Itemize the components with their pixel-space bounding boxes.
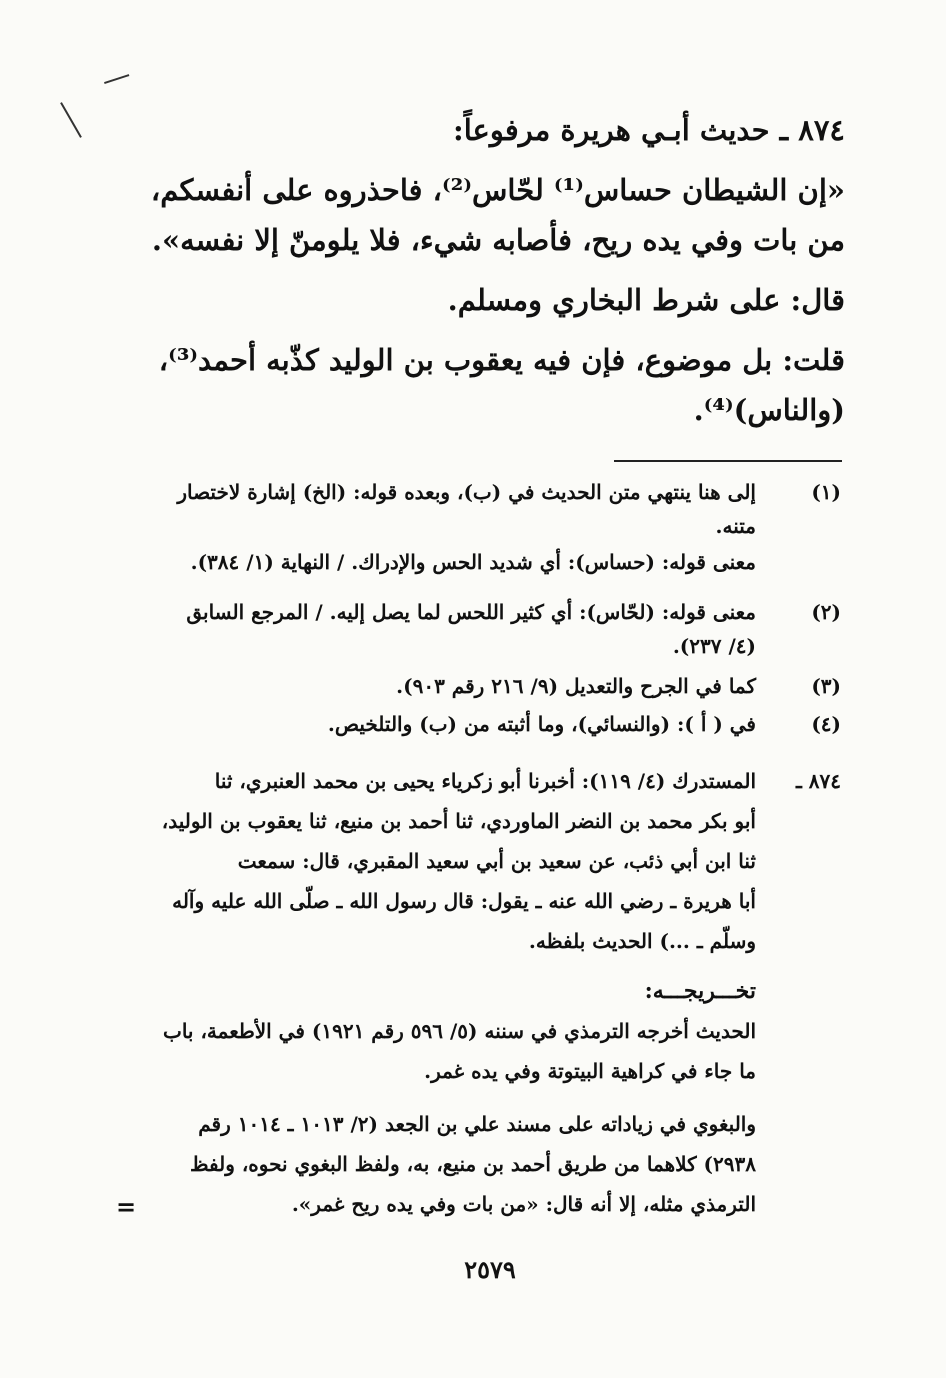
footnote-text-line2: متنه. — [715, 514, 756, 538]
takhrij-p2-line2: ٢٩٣٨) كلاهما من طريق أحمد بن منيع، به، ولفظ البغوي نحوه، ولفظ — [190, 1152, 756, 1176]
takhrij-p2-line3: الترمذي مثله، إلا أنه قال: «من بات وفي يده ريح غمر». — [291, 1192, 756, 1216]
footnote-number: (٤) — [811, 712, 841, 736]
hadith-qala: قال: على شرط البخاري ومسلم. — [447, 283, 845, 317]
footnote-text-line1: معنى قوله: (لحّاس): أي كثير اللحس لما يصل إليه. / المرجع السابق — [186, 600, 756, 624]
hadith-qultu-line2: (والناس)⁽⁴⁾. — [693, 393, 845, 427]
footnote-text-line2: (٤/ ٢٣٧). — [672, 634, 756, 658]
mustadrak-line2: أبو بكر محمد بن النضر الماوردي، ثنا أحمد بن منيع، ثنا يعقوب بن الوليد، — [161, 809, 756, 833]
mustadrak-number: ٨٧٤ ـ — [795, 769, 841, 793]
hadith-text-line1: «إن الشيطان حساس⁽¹⁾ لحّاس⁽²⁾، فاحذروه على أنفسكم، — [150, 173, 845, 207]
margin-tick-top — [104, 74, 130, 86]
footnote-3 — [141, 669, 841, 705]
footnote-number: (١) — [811, 480, 841, 504]
takhrij-p1-line2: ما جاء في كراهية البيتوتة وفي يده غمر. — [424, 1059, 756, 1083]
footnote-number: (٢) — [811, 600, 841, 624]
hadith-text-line2: من بات وفي يده ريح، فأصابه شيء، فلا يلومنّ إلا نفسه». — [151, 223, 845, 257]
takhrij-p2-line1: والبغوي في زياداته على مسند علي بن الجعد (٢/ ١٠١٣ ـ ١٠١٤ رقم — [198, 1112, 756, 1136]
mustadrak-line4: أبا هريرة ـ رضي الله عنه ـ يقول: قال رسول الله ـ صلّى الله عليه وآله — [172, 889, 756, 913]
footnote-text-line1: كما في الجرح والتعديل (٩/ ٢١٦ رقم ٩٠٣). — [396, 674, 756, 698]
mustadrak-line5: وسلّم ـ ...) الحديث بلفظه. — [528, 929, 756, 953]
page-number: ٢٥٧٩ — [464, 1255, 516, 1284]
footnote-text-line1: في ( أ ): (والنسائي)، وما أثبته من (ب) والتلخيص. — [327, 712, 756, 736]
hadith-qultu-line1: قلت: بل موضوع، فإن فيه يعقوب بن الوليد كذّبه أحمد⁽³⁾، — [158, 343, 845, 377]
footnote-text-line3: معنى قوله: (حساس): أي شديد الحس والإدراك. / النهاية (١/ ٣٨٤). — [190, 550, 756, 574]
footnote-divider — [614, 460, 842, 462]
footnote-1 — [141, 475, 841, 585]
footnote-text-line1: إلى هنا ينتهي متن الحديث في (ب)، وبعده قوله: (الخ) إشارة لاختصار — [177, 480, 756, 504]
footnote-number: (٣) — [811, 674, 841, 698]
margin-slash — [60, 102, 82, 138]
footnote-4 — [141, 707, 841, 743]
takhrij-heading: تخـــريجـــه: — [644, 978, 756, 1004]
hadith-heading: ٨٧٤ ـ حديث أبـي هريرة مرفوعاً: — [453, 113, 845, 147]
footnote-2 — [141, 595, 841, 665]
takhrij-p1-line1: الحديث أخرجه الترمذي في سننه (٥/ ٥٩٦ رقم ١٩٢١) في الأطعمة، باب — [163, 1019, 756, 1043]
continuation-mark: = — [116, 1192, 137, 1221]
mustadrak-line3: ثنا ابن أبي ذئب، عن سعيد بن أبي سعيد المقبري، قال: سمعت — [237, 849, 756, 873]
mustadrak-line1: المستدرك (٤/ ١١٩): أخبرنا أبو زكرياء يحيى بن محمد العنبري، ثنا — [214, 769, 756, 793]
